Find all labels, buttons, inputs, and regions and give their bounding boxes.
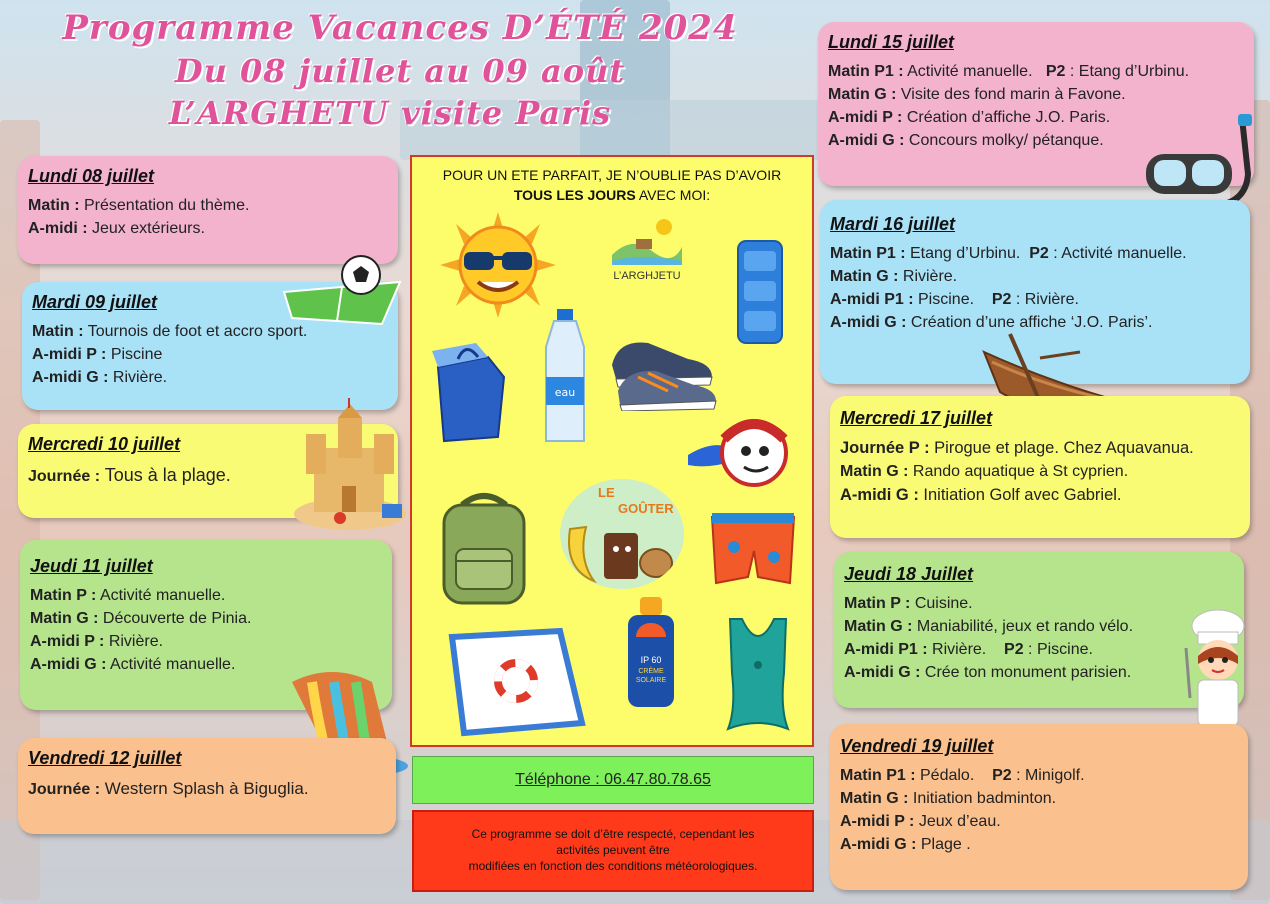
activity-line: Matin P1 : Etang d’Urbinu. P2 : Activité manuelle. [830, 245, 1187, 262]
swimsuit-icon [718, 613, 798, 737]
activity-line: Matin G : Maniabilité, jeux et rando vélo. [844, 618, 1134, 635]
arghjetu-logo [602, 215, 692, 295]
sunscreen-bottle [624, 597, 678, 709]
activity-line: A-midi G : Plage . [840, 836, 971, 853]
activity-line: A-midi G : Crée ton monument parisien. [844, 664, 1132, 681]
sunscreen-product-label: CRÈME SOLAIRE [635, 668, 667, 684]
snack-title-gouter: GOÛTER [618, 501, 674, 516]
bottle-label: eau [554, 386, 576, 399]
cooler-bag-icon [428, 337, 512, 447]
sunscreen-umbrella-icon [636, 623, 666, 637]
essentials-panel [410, 155, 814, 747]
activity-line: A-midi G : Rivière. [32, 369, 168, 386]
backpack-icon [432, 489, 536, 609]
activity-line: Matin G : Rivière. [830, 268, 958, 285]
day-card-lundi-08 [18, 156, 398, 264]
activity-line: Journée : Western Splash à Biguglia. [28, 779, 309, 798]
sneakers-icon [608, 325, 720, 411]
banana-chocolate-icon [564, 519, 680, 585]
sunscreen-cap [640, 597, 662, 615]
activity-line: A-midi P : Rivière. [30, 633, 164, 650]
title-line-1: Programme Vacances D’ÉTÉ 2024 [62, 8, 738, 48]
swim-trunks-icon [708, 507, 798, 591]
weather-notice: Ce programme se doit d’être respecté, cependant les activités peuvent être modifiées en fonction des conditions météorologiques. [412, 810, 814, 892]
day-card-vendredi-19 [830, 724, 1248, 890]
day-title: Lundi 15 juillet [828, 32, 955, 52]
phone-banner: Téléphone : 06.47.80.78.65 [412, 756, 814, 804]
day-title: Jeudi 18 Juillet [844, 564, 974, 584]
activity-line: Matin P : Activité manuelle. [30, 587, 226, 604]
activity-line: A-midi P1 : Piscine. P2 : Rivière. [830, 291, 1079, 308]
activity-line: A-midi P : Piscine [32, 346, 163, 363]
activity-line: A-midi G : Concours molky/ pétanque. [828, 132, 1104, 149]
snack-badge [560, 479, 684, 589]
title-line-3: L’ARGHETU visite Paris [168, 94, 612, 132]
day-card-mercredi-17 [830, 396, 1250, 538]
day-title: Mardi 16 juillet [830, 214, 956, 234]
activity-line: Matin G : Visite des fond marin à Favone. [828, 86, 1126, 103]
activity-line: A-midi G : Initiation Golf avec Gabriel. [840, 486, 1122, 504]
activity-line: Matin P : Cuisine. [844, 595, 973, 612]
sunscreen-body [628, 615, 674, 707]
sun-icon [440, 212, 556, 318]
cap-icon [684, 409, 788, 491]
day-title: Mercredi 10 juillet [28, 434, 181, 454]
soccer-ball-icon [340, 254, 382, 296]
activity-line: Matin G : Rando aquatique à St cyprien. [840, 463, 1129, 480]
activity-line: Matin : Présentation du thème. [28, 197, 250, 214]
activity-line: A-midi G : Création d’une affiche ‘J.O. Paris’. [830, 314, 1153, 331]
day-title: Mardi 09 juillet [32, 292, 158, 312]
activity-line: Matin P1 : Pédalo. P2 : Minigolf. [840, 767, 1085, 784]
day-title: Jeudi 11 juillet [30, 556, 153, 576]
activity-line: Matin G : Découverte de Pinia. [30, 610, 252, 627]
day-card-vendredi-12 [18, 738, 396, 834]
logo-text: L’ARGHJETU [613, 270, 681, 282]
day-title: Vendredi 19 juillet [840, 736, 994, 756]
landscape-logo-icon [612, 215, 682, 265]
day-title: Lundi 08 juillet [28, 166, 155, 186]
activity-line: A-midi G : Activité manuelle. [30, 656, 236, 673]
title-line-2: Du 08 juillet au 09 août [174, 52, 626, 90]
activity-line: A-midi P : Jeux d’eau. [840, 813, 1001, 830]
activity-line: Journée P : Pirogue et plage. Chez Aquavanua. [840, 439, 1194, 457]
sunscreen-ip-label: IP 60 [640, 655, 662, 665]
essentials-heading: POUR UN ETE PARFAIT, JE N’OUBLIE PAS D’AVOIR TOUS LES JOURS AVEC MOI: [442, 167, 782, 203]
snorkel-mask-icon [1142, 114, 1258, 214]
activity-line: Matin P1 : Activité manuelle. P2 : Etang d’Urbinu. [828, 63, 1190, 80]
activity-line: Matin : Tournois de foot et accro sport. [32, 323, 308, 340]
activity-line: Journée : Tous à la plage. [28, 465, 231, 485]
day-title: Mercredi 17 juillet [840, 408, 993, 428]
activity-line: A-midi P : Création d’affiche J.O. Paris. [828, 109, 1111, 126]
ice-pack-icon [730, 237, 790, 347]
activity-line: A-midi P1 : Rivière. P2 : Piscine. [844, 641, 1093, 658]
beach-towel-icon [442, 627, 588, 737]
sand-castle-icon [292, 398, 408, 532]
water-bottle-icon [538, 307, 592, 447]
snack-title-le: LE [598, 485, 615, 500]
activity-line: A-midi : Jeux extérieurs. [28, 220, 205, 237]
activity-line: Matin G : Initiation badminton. [840, 790, 1057, 807]
day-title: Vendredi 12 juillet [28, 748, 182, 768]
